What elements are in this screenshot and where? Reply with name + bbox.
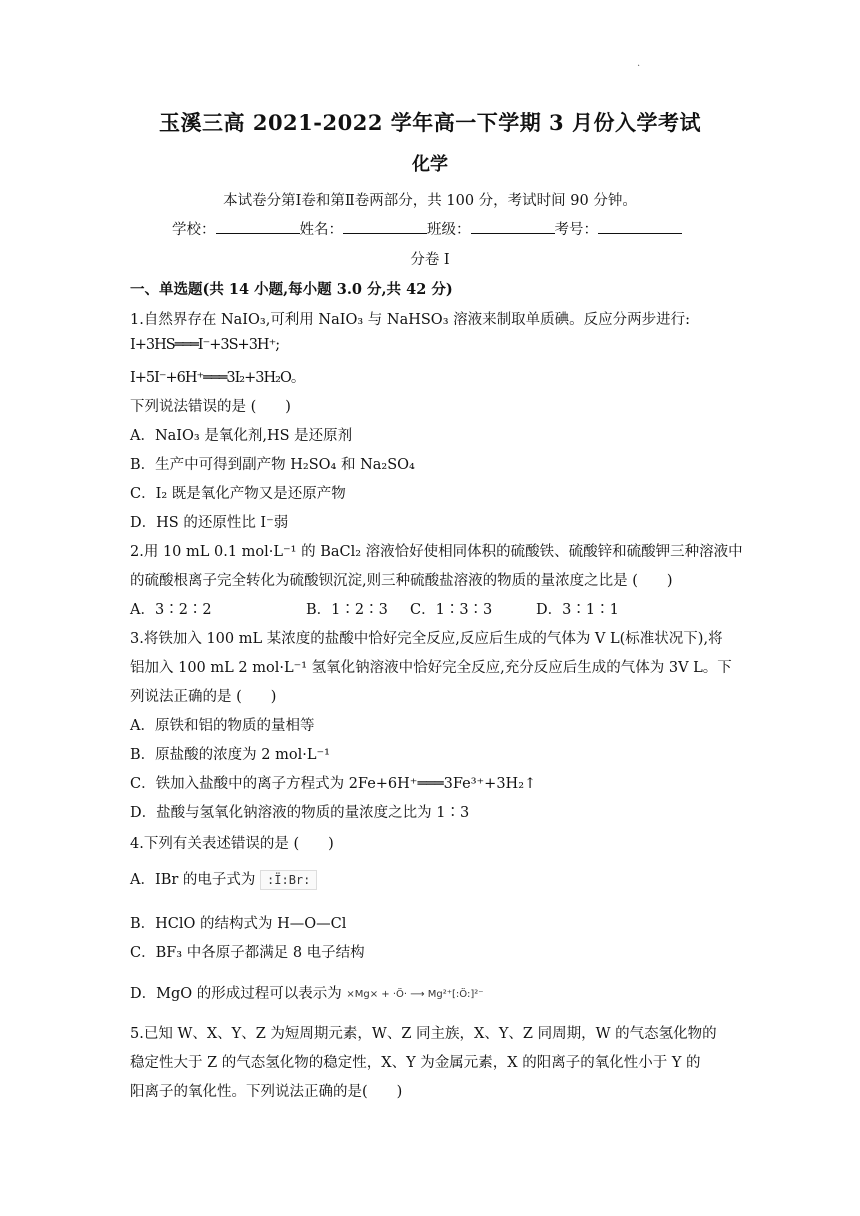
school-label: 学校： xyxy=(172,222,216,238)
q4-option-b[interactable]: B．HClO 的结构式为 H—O—Cl xyxy=(130,916,347,932)
q4-stem: 4.下列有关表述错误的是 ( ) xyxy=(130,836,334,852)
exam-intro: 本试卷分第Ⅰ卷和第Ⅱ卷两部分，共 100 分，考试时间 90 分钟。 xyxy=(223,193,637,209)
q1-option-d[interactable]: D．HS 的还原性比 I⁻弱 xyxy=(130,515,289,531)
q3-stem-line2: 铝加入 100 mL 2 mol·L⁻¹ 氢氧化钠溶液中恰好完全反应,充分反应后生成的气体为 3V L。下 xyxy=(130,660,732,676)
volume-label: 分卷 I xyxy=(410,252,450,268)
school-blank[interactable] xyxy=(216,221,300,234)
q3-stem-line1: 3.将铁加入 100 mL 某浓度的盐酸中恰好完全反应,反应后生成的气体为 V L(标准状况下),将 xyxy=(130,631,723,647)
q2-stem-line2: 的硫酸根离子完全转化为硫酸钡沉淀,则三种硫酸盐溶液的物质的量浓度之比是 ( ) xyxy=(130,573,673,589)
corner-dot: . xyxy=(637,58,641,69)
q1-equation-2: I+5I⁻+6H⁺═══3I₂+3H₂O。 xyxy=(130,370,305,386)
q4-option-d[interactable] xyxy=(130,982,484,1003)
q3-option-a[interactable]: A．原铁和铝的物质的量相等 xyxy=(130,718,315,734)
mgo-formation-image: ×Mg× + ·Ö· ⟶ Mg²⁺[:Ö:]²⁻ xyxy=(346,988,484,1000)
subject-title: 化学 xyxy=(412,154,448,175)
q5-stem-line2: 稳定性大于 Z 的气态氢化物的稳定性，X、Y 为金属元素，X 的阳离子的氧化性小于 Y 的 xyxy=(130,1055,701,1071)
exam-title: 玉溪三高 2021-2022 学年高一下学期 3 月份入学考试 xyxy=(159,110,701,135)
q1-equation-1: I+3HS═══I⁻+3S+3H⁺; xyxy=(130,337,280,353)
q2-option-b[interactable]: B．1∶2∶3 xyxy=(306,602,388,618)
q1-option-b[interactable]: B．生产中可得到副产物 H₂SO₄ 和 Na₂SO₄ xyxy=(130,457,415,473)
q1-ask: 下列说法错误的是 ( ) xyxy=(130,399,291,415)
q3-option-c[interactable]: C．铁加入盐酸中的离子方程式为 2Fe+6H⁺═══3Fe³⁺+3H₂↑ xyxy=(130,776,537,792)
q4-option-a[interactable] xyxy=(130,868,317,890)
q3-option-d[interactable]: D．盐酸与氢氧化钠溶液的物质的量浓度之比为 1∶3 xyxy=(130,805,470,821)
q5-stem-line3: 阳离子的氧化性。下列说法正确的是( ) xyxy=(130,1084,403,1100)
class-blank[interactable] xyxy=(471,221,555,234)
q2-option-c[interactable]: C．1∶3∶3 xyxy=(410,602,493,618)
q5-stem-line1: 5.已知 W、X、Y、Z 为短周期元素，W、Z 同主族，X、Y、Z 同周期，W 的气态氢化物的 xyxy=(130,1026,717,1042)
q4-option-d-text: D．MgO 的形成过程可以表示为 xyxy=(130,986,342,1002)
section-heading: 一、单选题(共 14 小题,每小题 3.0 分,共 42 分) xyxy=(130,281,453,298)
exam-no-label: 考号： xyxy=(554,222,598,238)
name-label: 姓名： xyxy=(299,222,343,238)
q1-option-c[interactable]: C．I₂ 既是氧化产物又是还原产物 xyxy=(130,486,346,502)
q2-option-d[interactable]: D．3∶1∶1 xyxy=(536,602,619,618)
q4-option-a-text: A．IBr 的电子式为 xyxy=(130,872,256,888)
q3-option-b[interactable]: B．原盐酸的浓度为 2 mol·L⁻¹ xyxy=(130,747,330,763)
q4-option-c[interactable]: C．BF₃ 中各原子都满足 8 电子结构 xyxy=(130,945,365,961)
exam-no-blank[interactable] xyxy=(598,221,682,234)
class-label: 班级： xyxy=(427,222,471,238)
q2-stem-line1: 2.用 10 mL 0.1 mol·L⁻¹ 的 BaCl₂ 溶液恰好使相同体积的硫酸铁、硫酸锌和硫酸钾三种溶液中 xyxy=(130,544,743,560)
name-blank[interactable] xyxy=(343,221,427,234)
q2-option-a[interactable]: A．3∶2∶2 xyxy=(130,602,212,618)
q3-stem-line3: 列说法正确的是 ( ) xyxy=(130,689,277,705)
q1-stem: 1.自然界存在 NaIO₃,可利用 NaIO₃ 与 NaHSO₃ 溶液来制取单质碘。反应分两步进行: xyxy=(130,312,691,328)
ibr-electron-formula-image: :Ï:Br: xyxy=(260,870,317,890)
q1-option-a[interactable]: A．NaIO₃ 是氧化剂,HS 是还原剂 xyxy=(130,428,353,444)
student-info-line xyxy=(172,218,682,239)
